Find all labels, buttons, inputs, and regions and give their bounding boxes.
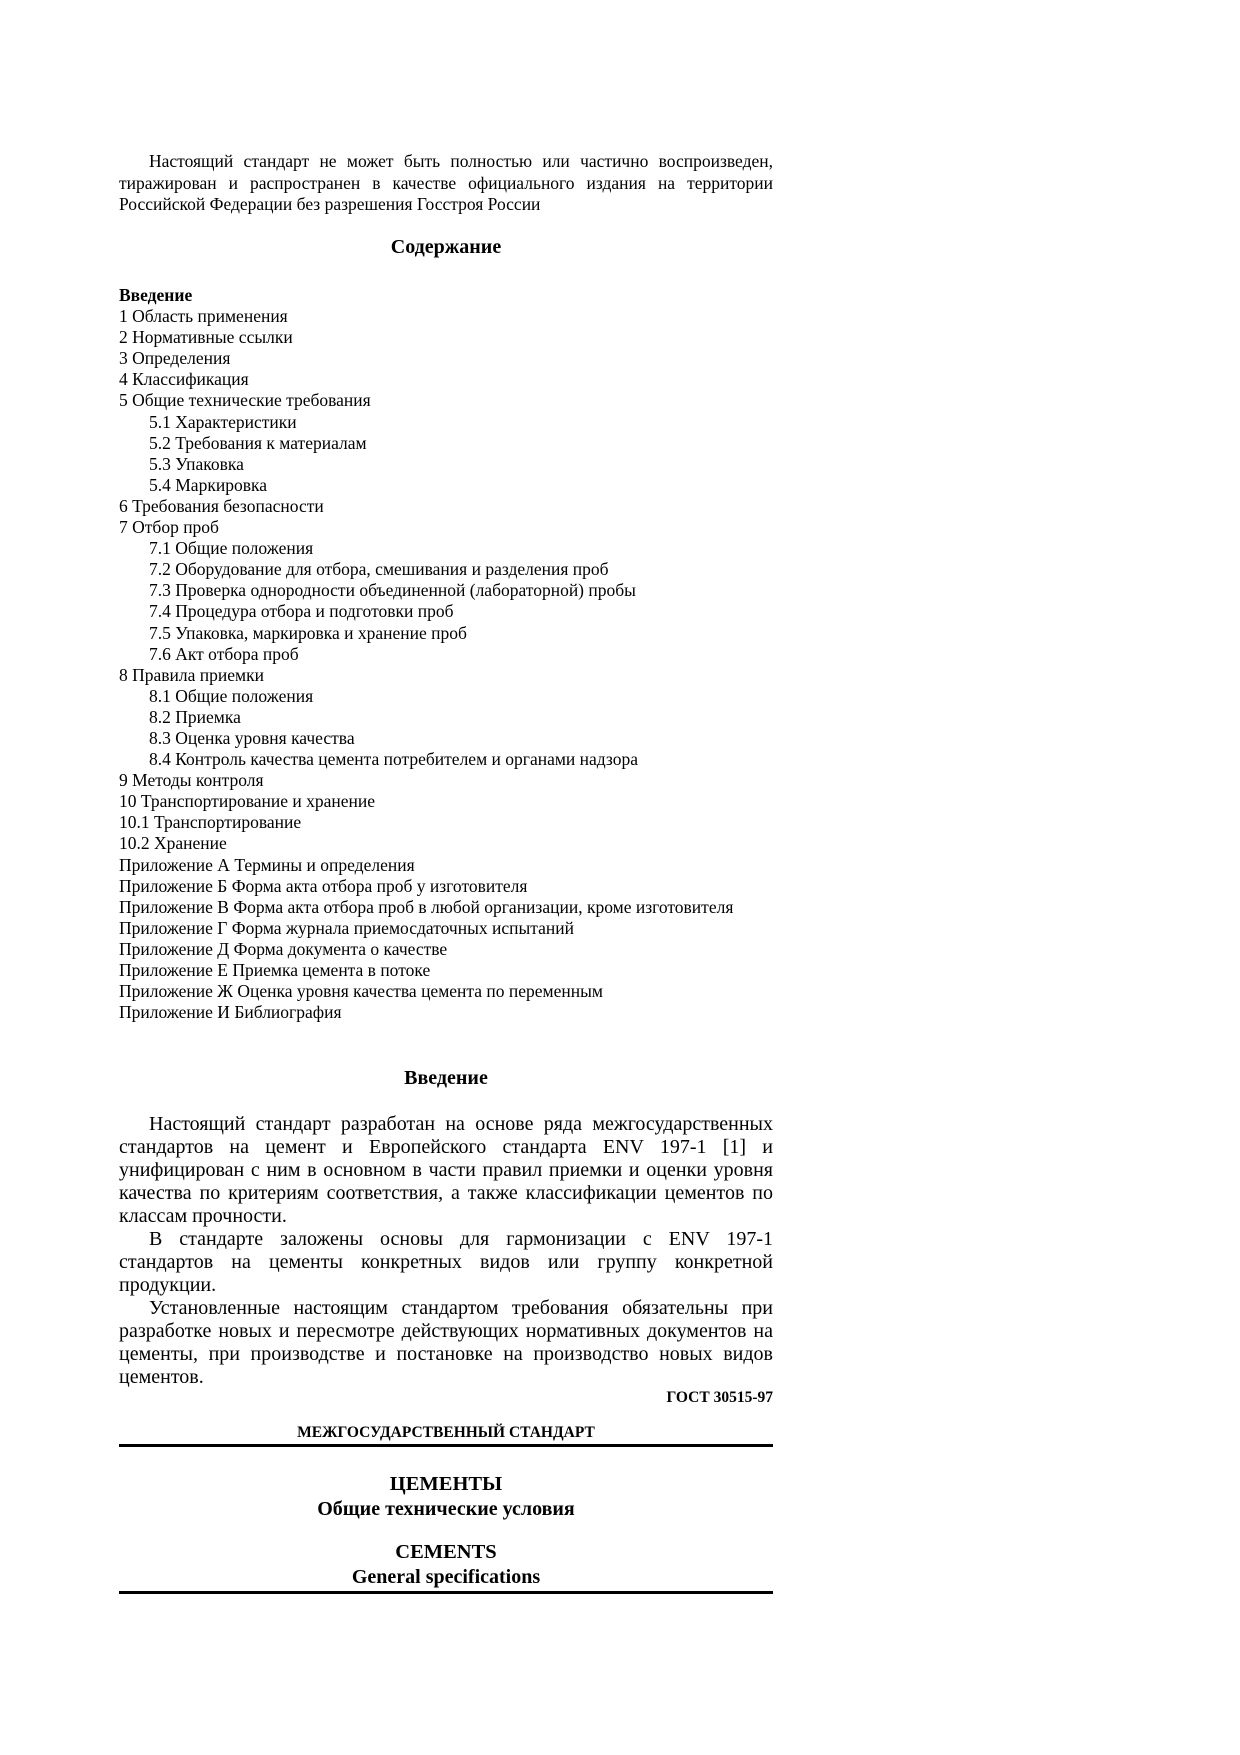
intro-paragraph: Настоящий стандарт разработан на основе ряда межгосударственных стандартов на цемент и Европейского стандарта ENV 197-1 [1] и унифицирован с ним в основном в части правил приемки и оценки уровня качества по критериям соответствия, а также классификации цементов по классам прочности. — [119, 1113, 773, 1227]
copyright-notice — [119, 151, 773, 216]
toc-item[interactable]: Приложение Д Форма документа о качестве — [119, 938, 448, 959]
toc-item[interactable]: Приложение И Библиография — [119, 1002, 342, 1023]
toc-item[interactable]: 6 Требования безопасности — [119, 495, 324, 516]
standard-title-block — [119, 1472, 773, 1590]
intro-paragraph: Установленные настоящим стандартом требования обязательны при разработке новых и пересмотре действующих нормативных документов на цементы, при производстве и постановке на производство новых видов цементов. — [119, 1297, 773, 1388]
toc-heading: Содержание — [390, 236, 502, 258]
toc-subitem[interactable]: 7.1 Общие положения — [149, 538, 314, 559]
notice-text: Настоящий стандарт не может быть полностью или частично воспроизведен, тиражирован и распространен в качестве официального издания на территории Российской Федерации без разрешения Госстроя России — [119, 151, 773, 214]
toc-subitem[interactable]: 7.4 Процедура отбора и подготовки проб — [149, 601, 454, 622]
toc-subitem[interactable]: 8.2 Приемка — [149, 706, 241, 727]
table-of-contents — [119, 285, 773, 1023]
toc-item[interactable]: Приложение В Форма акта отбора проб в любой организации, кроме изготовителя — [119, 896, 734, 917]
toc-subitem[interactable]: 7.3 Проверка однородности объединенной (лабораторной) пробы — [149, 580, 636, 601]
bottom-rule — [119, 1591, 773, 1594]
title-ru: ЦЕМЕНТЫ — [389, 1473, 503, 1495]
toc-item[interactable]: 10.1 Транспортирование — [119, 812, 302, 833]
toc-item[interactable]: 4 Классификация — [119, 369, 249, 390]
toc-subitem[interactable]: 5.4 Маркировка — [149, 474, 267, 495]
toc-item[interactable]: Приложение Ж Оценка уровня качества цемента по переменным — [119, 981, 603, 1002]
toc-item[interactable]: 1 Область применения — [119, 306, 288, 327]
standard-category: МЕЖГОСУДАРСТВЕННЫЙ СТАНДАРТ — [297, 1424, 595, 1441]
toc-subitem[interactable]: 5.1 Характеристики — [149, 411, 297, 432]
standard-code: ГОСТ 30515-97 — [666, 1389, 773, 1406]
toc-item[interactable]: 7 Отбор проб — [119, 517, 219, 538]
toc-heading-wrap — [119, 236, 773, 259]
toc-subitem[interactable]: 5.3 Упаковка — [149, 453, 244, 474]
intro-heading: Введение — [404, 1067, 488, 1089]
toc-item[interactable]: 2 Нормативные ссылки — [119, 327, 293, 348]
top-rule — [119, 1444, 773, 1447]
intro-heading-wrap — [119, 1067, 773, 1090]
toc-item[interactable]: 5 Общие технические требования — [119, 390, 371, 411]
title-gap — [119, 1522, 773, 1540]
subtitle-en: General specifications — [351, 1566, 541, 1588]
intro-paragraph: В стандарте заложены основы для гармонизации с ENV 197-1 стандартов на цементы конкретных видов или группу конкретной продукции. — [119, 1228, 773, 1296]
toc-item[interactable]: 10.2 Хранение — [119, 833, 227, 854]
toc-item[interactable]: 9 Методы контроля — [119, 770, 264, 791]
toc-item[interactable]: Приложение А Термины и определения — [119, 854, 415, 875]
toc-subitem[interactable]: 7.6 Акт отбора проб — [149, 643, 299, 664]
title-en: CEMENTS — [395, 1541, 497, 1563]
toc-item[interactable]: Приложение Е Приемка цемента в потоке — [119, 960, 431, 980]
introduction-section — [119, 1113, 773, 1389]
toc-subitem[interactable]: 8.4 Контроль качества цемента потребителем и органами надзора — [149, 749, 638, 770]
subtitle-ru: Общие технические условия — [317, 1498, 575, 1520]
toc-item[interactable]: 3 Определения — [119, 348, 231, 369]
toc-subitem[interactable]: 5.2 Требования к материалам — [149, 432, 367, 453]
toc-subitem[interactable]: 7.5 Упаковка, маркировка и хранение проб — [149, 622, 467, 643]
toc-item[interactable]: 8 Правила приемки — [119, 664, 264, 685]
toc-subitem[interactable]: 8.1 Общие положения — [149, 685, 314, 706]
toc-item[interactable]: 10 Транспортирование и хранение — [119, 791, 376, 812]
toc-item[interactable]: Приложение Б Форма акта отбора проб у изготовителя — [119, 875, 528, 896]
toc-subitem[interactable]: 8.3 Оценка уровня качества — [149, 727, 355, 748]
toc-item[interactable]: Приложение Г Форма журнала приемосдаточных испытаний — [119, 917, 574, 938]
toc-subitem[interactable]: 7.2 Оборудование для отбора, смешивания и разделения проб — [149, 559, 609, 580]
toc-item[interactable]: Введение — [119, 285, 193, 305]
